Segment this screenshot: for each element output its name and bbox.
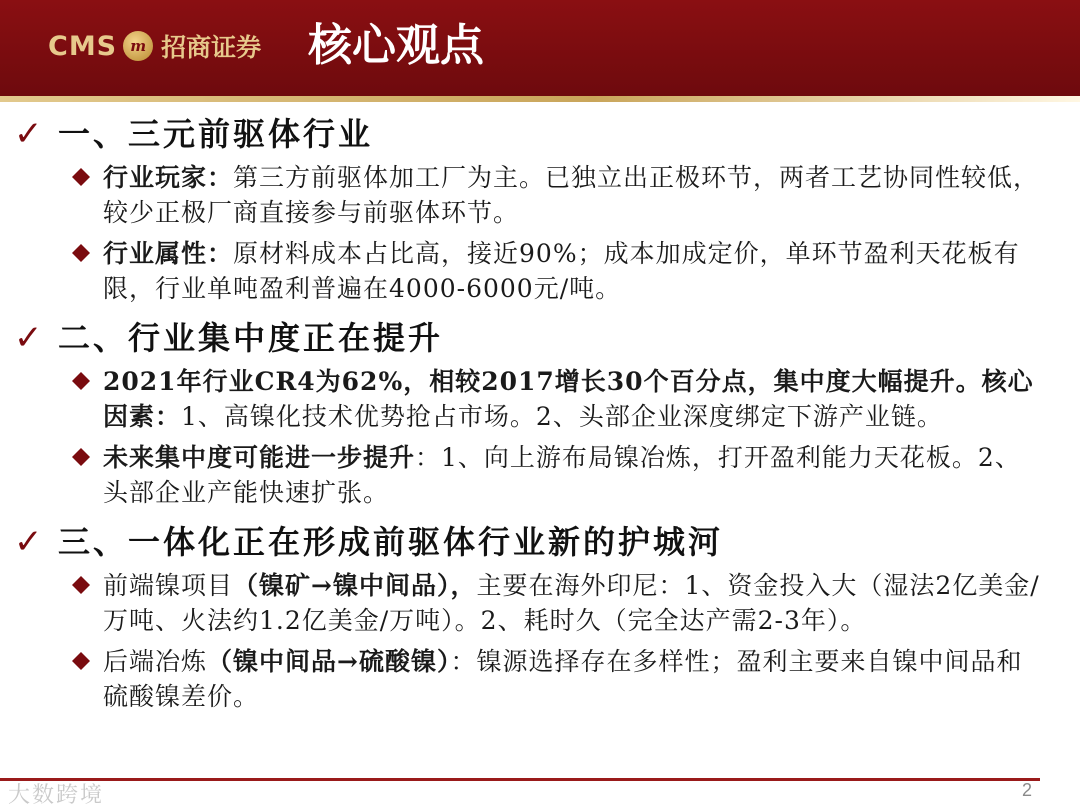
section-title: 二、行业集中度正在提升	[58, 319, 444, 357]
diamond-bullet-icon	[72, 652, 90, 670]
page-number: 2	[1021, 780, 1032, 800]
checkmark-icon: ✓	[14, 114, 43, 154]
watermark: 大数跨境	[8, 783, 105, 808]
diamond-bullet-icon	[72, 244, 90, 262]
section-3	[0, 516, 1080, 714]
bullet-label: 未来集中度可能进一步提升	[103, 443, 416, 472]
bullet-text: 第三方前驱体加工厂为主。已独立出正极环节，两者工艺协同性较低，较少正极厂商直接参与前驱体环节。	[103, 163, 1040, 227]
bullet-label: 行业属性：	[103, 239, 234, 268]
page-title: 核心观点	[308, 20, 484, 71]
logo-badge-text: m	[130, 37, 147, 55]
section-title: 三、一体化正在形成前驱体行业新的护城河	[58, 523, 724, 561]
section-title: 一、三元前驱体行业	[58, 115, 374, 153]
bullet-item	[0, 568, 1080, 638]
header-gold-divider	[0, 96, 1080, 102]
diamond-bullet-icon	[72, 448, 90, 466]
bullet-prefix: 后端冶炼	[103, 647, 208, 676]
bullet-item	[0, 236, 1080, 306]
slide-content	[0, 108, 1080, 720]
bullet-item	[0, 364, 1080, 434]
checkmark-icon: ✓	[14, 318, 43, 358]
section-1	[0, 108, 1080, 306]
bullet-prefix: 前端镍项目	[103, 571, 234, 600]
diamond-bullet-icon	[72, 576, 90, 594]
diamond-bullet-icon	[72, 168, 90, 186]
bullet-text: 原材料成本占比高，接近90%；成本加成定价，单环节盈利天花板有限，行业单吨盈利普遍在4000-6000元/吨。	[103, 239, 1020, 303]
section-2	[0, 312, 1080, 510]
bullet-item	[0, 644, 1080, 714]
bullet-item	[0, 440, 1080, 510]
logo-company-name: 招商证券	[161, 33, 262, 62]
cms-logo	[48, 26, 261, 66]
diamond-bullet-icon	[72, 372, 90, 390]
bullet-item	[0, 160, 1080, 230]
checkmark-icon: ✓	[14, 522, 43, 562]
logo-badge-icon	[123, 31, 153, 61]
bullet-text: 主要在海外印尼：1、资金投入大（湿法2亿美金/万吨、火法约1.2亿美金/万吨）。2、耗时久（完全达产需2-3年）。	[103, 571, 1040, 635]
logo-cms-text: CMS	[48, 30, 118, 62]
bullet-label: （镍中间品→硫酸镍）	[207, 647, 451, 676]
header-bar	[0, 0, 1080, 96]
bullet-text: ：镍源选择存在多样性；盈利主要来自镍中间品和硫酸镍差价。	[103, 647, 1023, 711]
bullet-text: ：1、向上游布局镍冶炼，打开盈利能力天花板。2、头部企业产能快速扩张。	[103, 443, 1021, 507]
bullet-text: 1、高镍化技术优势抢占市场。2、头部企业深度绑定下游产业链。	[181, 402, 943, 431]
bullet-label: 2021年行业CR4为62%，相较2017增长30个百分点，集中度大幅提升。核心因素：	[103, 367, 1034, 431]
footer-divider	[0, 778, 1040, 781]
bullet-label: （镍矿→镍中间品），	[233, 571, 477, 600]
bullet-label: 行业玩家：	[103, 163, 234, 192]
